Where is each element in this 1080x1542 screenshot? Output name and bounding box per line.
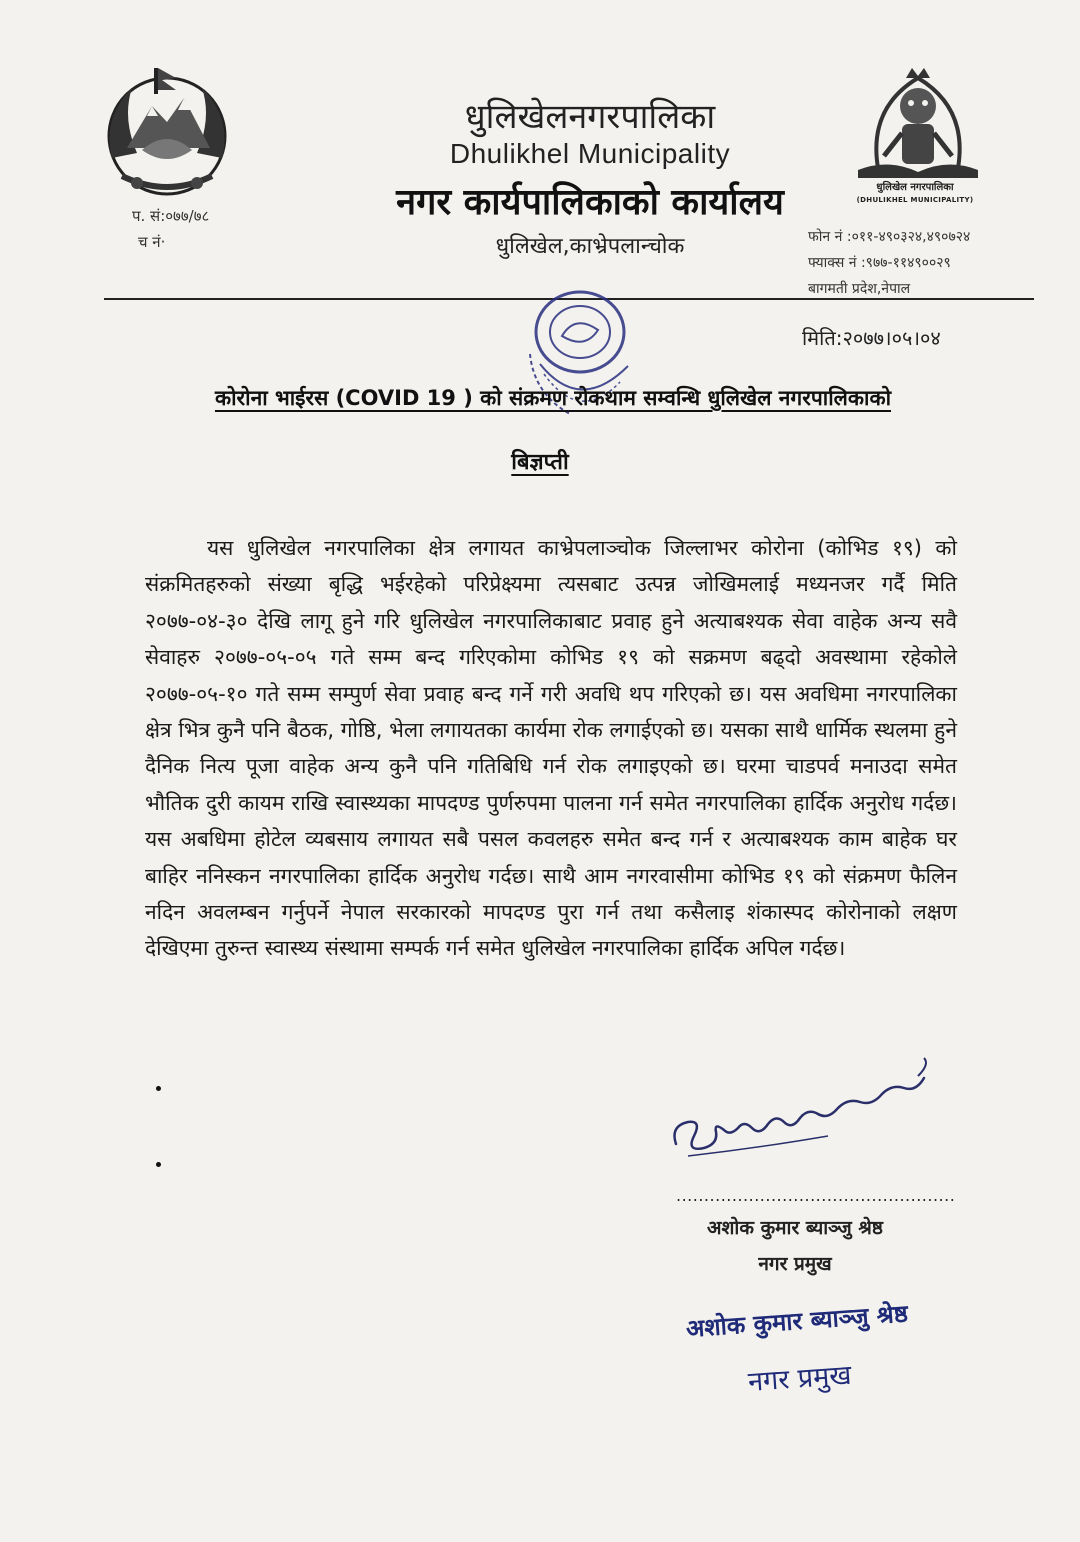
signature-icon <box>668 1056 938 1166</box>
signature-line: .................................................. <box>676 1186 956 1205</box>
contact-block <box>808 224 970 302</box>
notice-title: बिज्ञप्ती <box>511 450 569 475</box>
notice-date: मिति:२०७७।०५।०४ <box>802 326 941 350</box>
body-paragraph: यस धुलिखेल नगरपालिका क्षेत्र लगायत काभ्रेपलाञ्चोक जिल्लाभर कोरोना (कोभिड १९) को संक्रमितहरुको संख्या बृद्धि भईरहेको परिप्रेक्ष्यमा त्यसबाट उत्पन्न जोखिमलाई मध्यनजर गर्दै मिति २०७७-०४-३० देखि लागू हुने गरि धुलिखेल नगरपालिकाबाट प्रवाह हुने अत्याबश्यक सेवा वाहेक अन्य सवै सेवाहरु २०७७-०५-०५ गते सम्म बन्द गरिएकोमा कोभिड १९ को सक्रमण बढ्दो अवस्थामा रहेकोले २०७७-०५-१० गते सम्म सम्पुर्ण सेवा प्रवाह बन्द गर्ने गरी अवधि थप गरिएको छ। यस अवधिमा नगरपालिका क्षेत्र भित्र कुनै पनि बैठक, गोष्ठि, भेला लगायतका कार्यमा रोक लगाईएको छ। यसका साथै धार्मिक स्थलमा हुने दैनिक नित्य पूजा वाहेक अन्य कुनै पनि गतिबिधि गर्न रोक लगाइएको छ। घरमा चाडपर्व मनाउदा समेत भौतिक दुरी कायम राखि स्वास्थ्यका मापदण्ड पुर्णरुपमा पालना गर्न समेत नगरपालिका हार्दिक अनुरोध गर्दछ। यस अबधिमा होटेल व्यबसाय लगायत सबै पसल कवलहरु समेत बन्द गर्न र अत्याबश्यक काम बाहेक घर बाहिर ननिस्कन नगरपालिका हार्दिक अनुरोध गर्दछ। साथै आम नगरवासीमा कोभिड १९ को संक्रमण फैलिन नदिन अवलम्बन गर्नुपर्ने नेपाल सरकारको मापदण्ड पुरा गर्न तथा कसैलाइ शंकास्पद कोरोनाको लक्षण देखिएमा तुरुन्त स्वास्थ्य संस्थामा सम्पर्क गर्न समेत धुलिखेल नगरपालिका हार्दिक अपिल गर्दछ। <box>145 536 957 961</box>
emblem-label-nepali: धुलिखेल नगरपालिका <box>876 182 954 193</box>
office-name: नगर कार्यपालिकाको कार्यालय <box>396 182 784 223</box>
nepal-coat-of-arms-icon <box>92 58 242 208</box>
title-stamp: नगर प्रमुख <box>747 1359 853 1398</box>
office-location: धुलिखेल,काभ्रेपलान्चोक <box>495 234 685 259</box>
dispatch-number: च नं· <box>138 233 166 251</box>
address: बागमती प्रदेश,नेपाल <box>808 281 911 297</box>
emblem-label <box>840 182 990 206</box>
margin-dot <box>156 1086 161 1091</box>
notice-body <box>145 530 957 967</box>
signer-title: नगर प्रमुख <box>758 1253 832 1275</box>
municipality-name-nepali: धुलिखेलनगरपालिका <box>464 97 716 137</box>
signer-name: अशोक कुमार ब्याञ्जु श्रेष्ठ <box>707 1217 883 1239</box>
fax-number: फ्याक्स नं :९७७-११४९००२९ <box>808 255 951 271</box>
municipality-name-english: Dhulikhel Municipality <box>449 138 731 169</box>
margin-dot <box>156 1162 161 1167</box>
emblem-label-english: (DHULIKHEL MUNICIPALITY) <box>856 196 974 204</box>
name-stamp: अशोक कुमार ब्याञ्जु श्रेष्ठ <box>685 1299 909 1343</box>
notice-subject: कोरोना भाईरस (COVID 19 ) को संक्रमण रोकथाम सम्वन्धि धुलिखेल नगरपालिकाको <box>214 386 892 410</box>
phone-number: फोन नं :०११-४९०३२४,४९०७२४ <box>808 229 971 245</box>
reference-number: प. सं:०७७/७८ <box>132 207 210 225</box>
